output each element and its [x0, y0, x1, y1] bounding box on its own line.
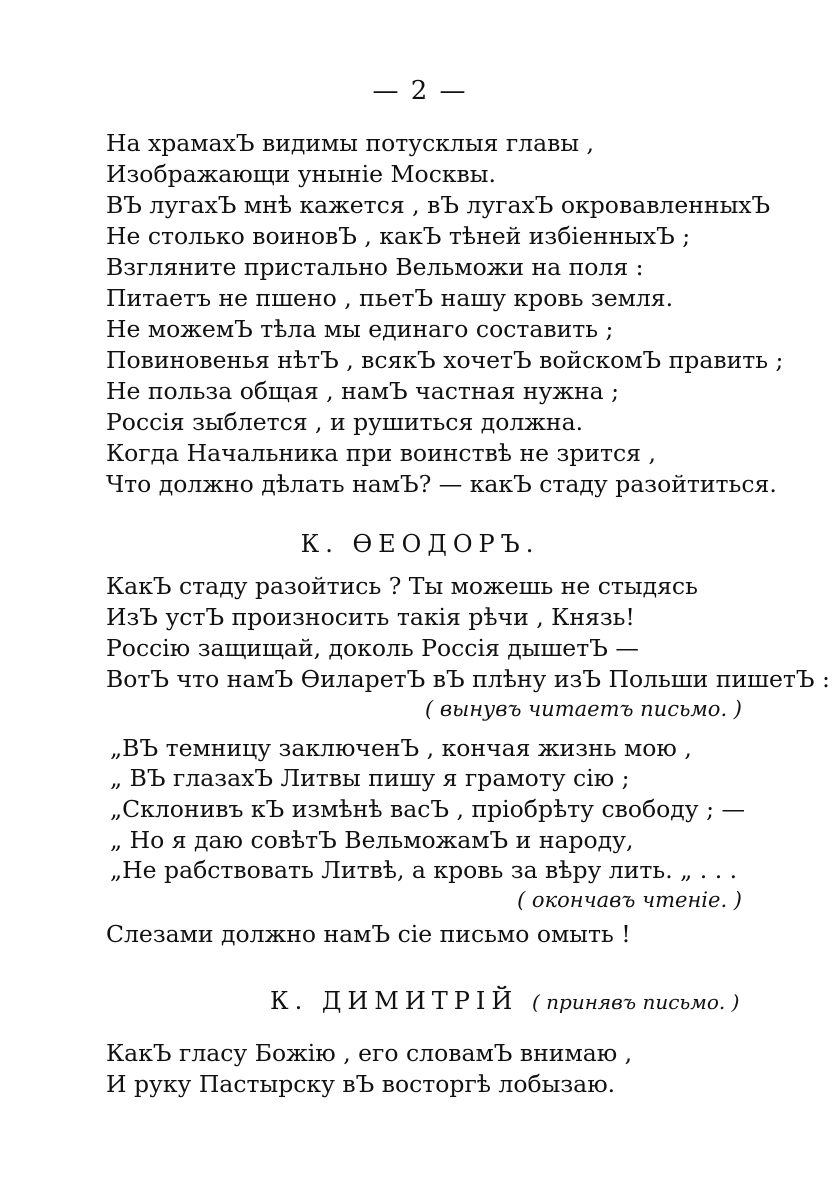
stage-direction: ( принявъ письмо. ) — [531, 990, 740, 1014]
verse-line: И руку Пастырску вЪ восторгѣ лобызаю. — [106, 1070, 616, 1098]
verse-line: На храмахЪ видимы потусклыя главы , — [106, 129, 594, 157]
letter-line: „Склонивъ кЪ измѣнѣ васЪ , пріобрѣту свободу ; — — [110, 795, 745, 823]
verse-line: КакЪ стаду разойтись ? Ты можешь не стыдясь — [106, 572, 698, 600]
letter-line: „ Но я даю совѣтЪ ВельможамЪ и народу, — [110, 826, 634, 854]
speaker-heading-dimitry — [270, 987, 739, 1015]
stage-direction: ( вынувъ читаетъ письмо. ) — [425, 697, 742, 721]
speaker-heading-feodor: К. ѲЕОДОРЪ. — [300, 530, 540, 558]
letter-line: „ ВЪ глазахЪ Литвы пишу я грамоту сію ; — [110, 764, 630, 792]
verse-line: ВотЪ что намЪ ѲиларетЪ вЪ плѣну изЪ Польши пишетЪ : — [106, 665, 830, 693]
verse-line: Россія зыблется , и рушиться должна. — [106, 408, 584, 436]
speaker-name: К. ДИМИТРІЙ — [270, 987, 519, 1015]
letter-line: „Не рабствовать Литвѣ, а кровь за вѣру лить. „ . . . — [110, 856, 738, 884]
verse-line: ВЪ лугахЪ мнѣ кажется , вЪ лугахЪ окровавленныхЪ — [106, 191, 771, 219]
letter-line: „ВЪ темницу заключенЪ , кончая жизнь мою , — [110, 734, 692, 762]
verse-line: Не польза общая , намЪ частная нужна ; — [106, 377, 620, 405]
verse-line: Не можемЪ тѣла мы единаго составить ; — [106, 315, 614, 343]
verse-line: Что должно дѣлать намЪ? — какЪ стаду разойтиться. — [106, 470, 777, 498]
verse-line: ИзЪ устЪ произносить такія рѣчи , Князь! — [106, 603, 635, 631]
verse-line: КакЪ гласу Божію , его словамЪ внимаю , — [106, 1039, 633, 1067]
verse-line: Взгляните пристально Вельможи на поля : — [106, 253, 644, 281]
stage-direction: ( окончавъ чтеніе. ) — [517, 888, 742, 912]
verse-line: Россію защищай, доколь Россія дышетЪ — — [106, 634, 639, 662]
page-number: — 2 — — [372, 76, 468, 106]
verse-line: Слезами должно намЪ сіе письмо омыть ! — [106, 920, 631, 948]
verse-line: Когда Начальника при воинствѣ не зрится , — [106, 439, 656, 467]
verse-line: Изображающи уныніе Москвы. — [106, 160, 496, 188]
verse-line: Повиновенья нѣтЪ , всякЪ хочетЪ войскомЪ править ; — [106, 346, 784, 374]
verse-line: Не столько воиновЪ , какЪ тѣней избіенныхЪ ; — [106, 222, 691, 250]
verse-line: Питаетъ не пшено , пьетЪ нашу кровь земля. — [106, 284, 674, 312]
